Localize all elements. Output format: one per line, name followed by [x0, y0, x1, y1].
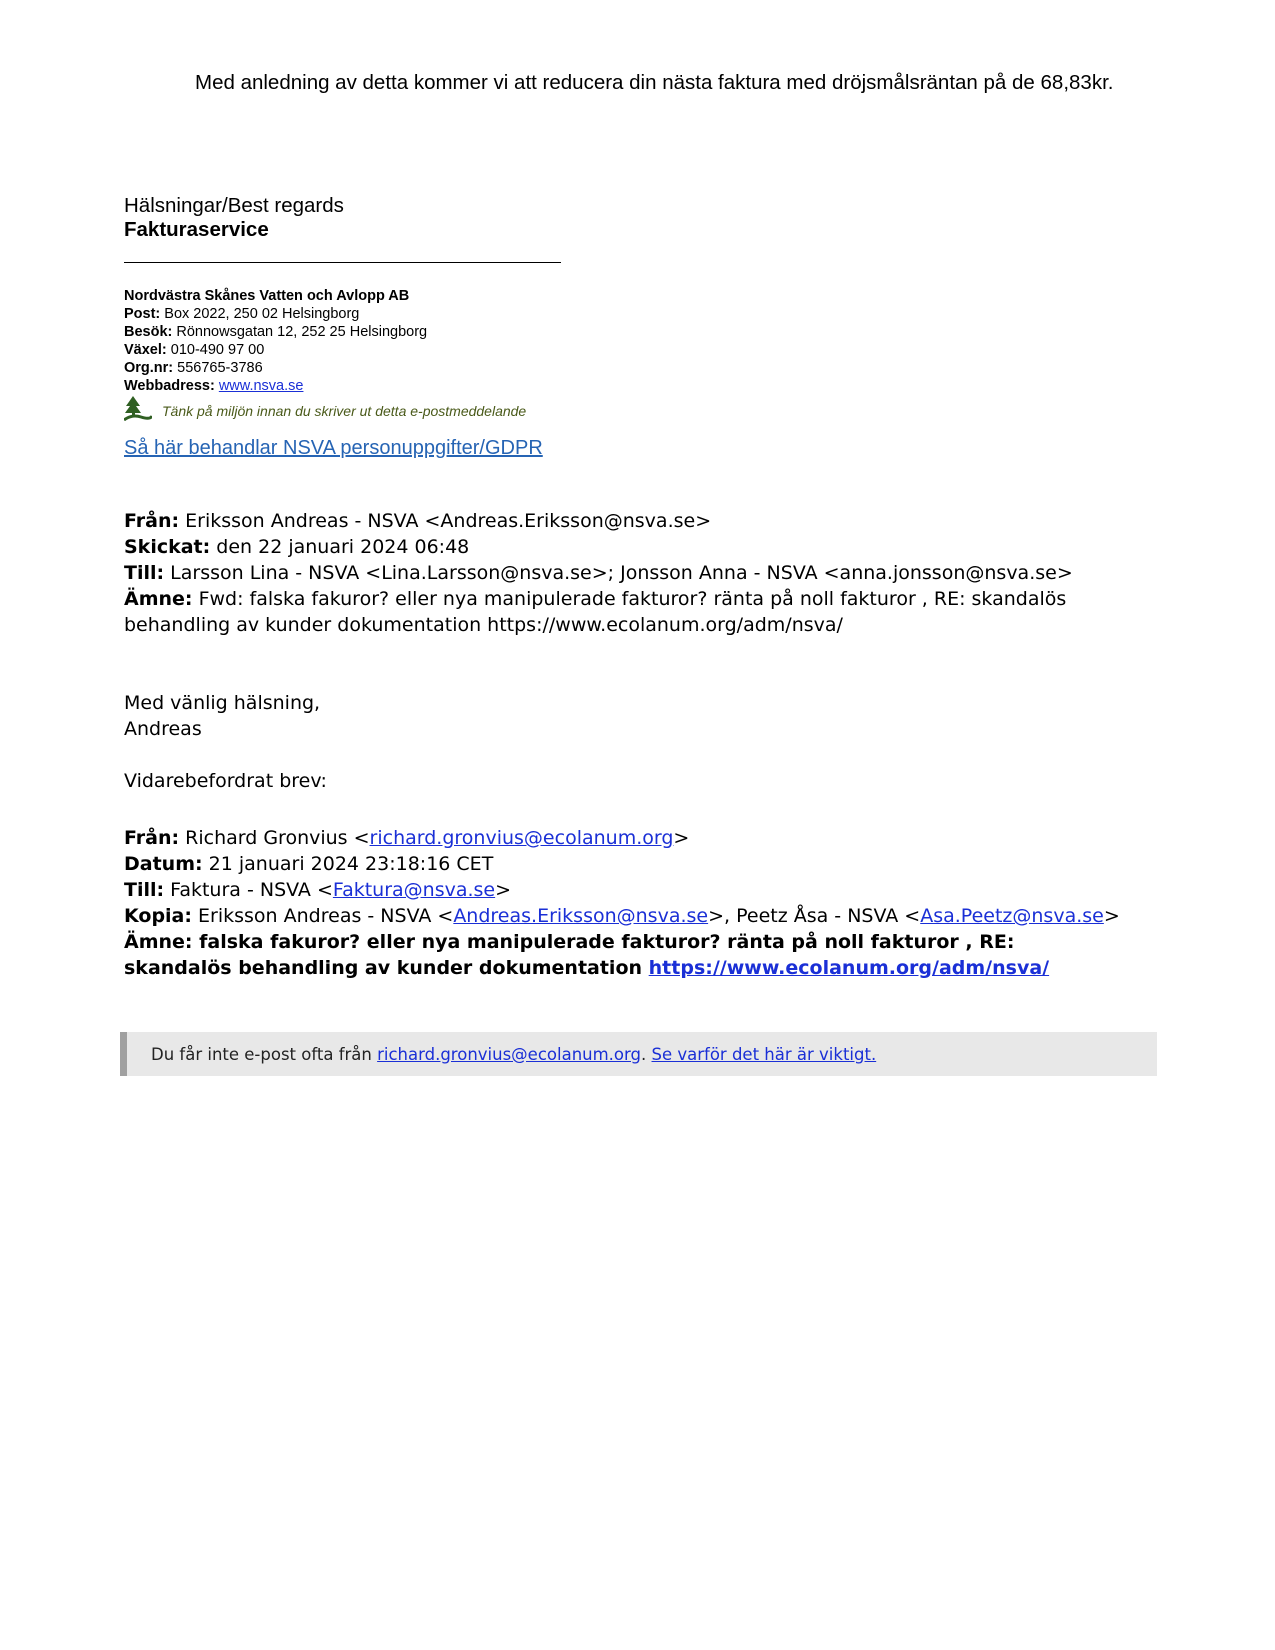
to-value: Larsson Lina - NSVA <Lina.Larsson@nsva.se>; Jonsson Anna - NSVA <anna.jonsson@nsva.se>	[170, 562, 1073, 584]
orig-from-label: Från:	[124, 827, 180, 849]
website-link[interactable]: www.nsva.se	[218, 378, 304, 394]
closing-name: Andreas	[124, 718, 202, 740]
orig-from-end: >	[673, 827, 690, 849]
notice-email-link[interactable]: richard.gronvius@ecolanum.org	[377, 1044, 641, 1064]
signature-greeting: Hälsningar/Best regards	[124, 194, 344, 217]
phone-number: 010-490 97 00	[170, 342, 265, 358]
orig-from-email-link[interactable]: richard.gronvius@ecolanum.org	[369, 827, 674, 849]
visit-address: Rönnowsgatan 12, 252 25 Helsingborg	[176, 324, 428, 340]
orig-cc-email1-link[interactable]: Andreas.Eriksson@nsva.se	[453, 905, 709, 927]
from-value: Eriksson Andreas - NSVA <Andreas.Eriksson@nsva.se>	[185, 510, 712, 532]
notice-text: Du får inte e-post ofta från	[151, 1044, 372, 1064]
orig-to-end: >	[495, 879, 512, 901]
orig-to-name: Faktura - NSVA <	[170, 879, 333, 901]
signature-department: Fakturaservice	[124, 218, 269, 241]
to-label: Till:	[124, 562, 165, 584]
orig-subject-label: Ämne:	[124, 931, 193, 953]
orig-subject-link[interactable]: https://www.ecolanum.org/adm/nsva/	[648, 957, 1050, 979]
orig-subject-value: falska fakuror? eller nya manipulerade fakturor? ränta på noll fakturor , RE: skandalös behandling av kunder dokumentation	[124, 931, 1015, 979]
orig-date-label: Datum:	[124, 853, 203, 875]
sender-notice-banner	[120, 1032, 1157, 1076]
closing	[124, 690, 327, 794]
orig-from-name: Richard Gronvius <	[185, 827, 370, 849]
orig-to-label: Till:	[124, 879, 165, 901]
orig-cc-name2: >, Peetz Åsa - NSVA <	[708, 905, 921, 927]
post-label: Post:	[124, 306, 161, 322]
org-label: Org.nr:	[124, 360, 174, 376]
eco-notice	[124, 395, 526, 426]
orig-cc-email2-link[interactable]: Asa.Peetz@nsva.se	[920, 905, 1104, 927]
phone-label: Växel:	[124, 342, 167, 358]
orig-cc-name1: Eriksson Andreas - NSVA <	[198, 905, 454, 927]
orig-cc-end: >	[1103, 905, 1120, 927]
orig-to-email-link[interactable]: Faktura@nsva.se	[332, 879, 496, 901]
gdpr-link[interactable]: Så här behandlar NSVA personuppgifter/GDPR	[124, 437, 543, 459]
company-name: Nordvästra Skånes Vatten och Avlopp AB	[124, 288, 410, 304]
closing-greeting: Med vänlig hälsning,	[124, 692, 321, 714]
signature	[124, 194, 344, 242]
web-label: Webbadress:	[124, 378, 215, 394]
sent-value: den 22 januari 2024 06:48	[216, 536, 470, 558]
intro-paragraph: Med anledning av detta kommer vi att reducera din nästa faktura med dröjsmålsräntan på de 68,83kr.	[195, 71, 1114, 94]
visit-label: Besök:	[124, 324, 173, 340]
subject-label: Ämne:	[124, 588, 193, 610]
original-header	[124, 825, 1124, 981]
sent-label: Skickat:	[124, 536, 211, 558]
post-address: Box 2022, 250 02 Helsingborg	[164, 306, 360, 322]
org-number: 556765-3786	[177, 360, 263, 376]
notice-why-link[interactable]: Se varför det här är viktigt.	[651, 1044, 877, 1064]
subject-value: Fwd: falska fakuror? eller nya manipulerade fakturor? ränta på noll fakturor , RE: skandalös behandling av kunder dokumentation https://www.ecolanum.org/adm/nsva/	[124, 588, 1067, 636]
forward-header	[124, 508, 1124, 638]
eco-notice-text: Tänk på miljön innan du skriver ut detta e-postmeddelande	[162, 402, 527, 419]
signature-divider	[124, 262, 561, 263]
forwarded-label: Vidarebefordrat brev:	[124, 770, 327, 792]
orig-cc-label: Kopia:	[124, 905, 192, 927]
tree-icon	[124, 395, 152, 426]
from-label: Från:	[124, 510, 180, 532]
notice-dot: .	[641, 1044, 647, 1064]
orig-date-value: 21 januari 2024 23:18:16 CET	[208, 853, 494, 875]
contact-block	[124, 287, 427, 395]
